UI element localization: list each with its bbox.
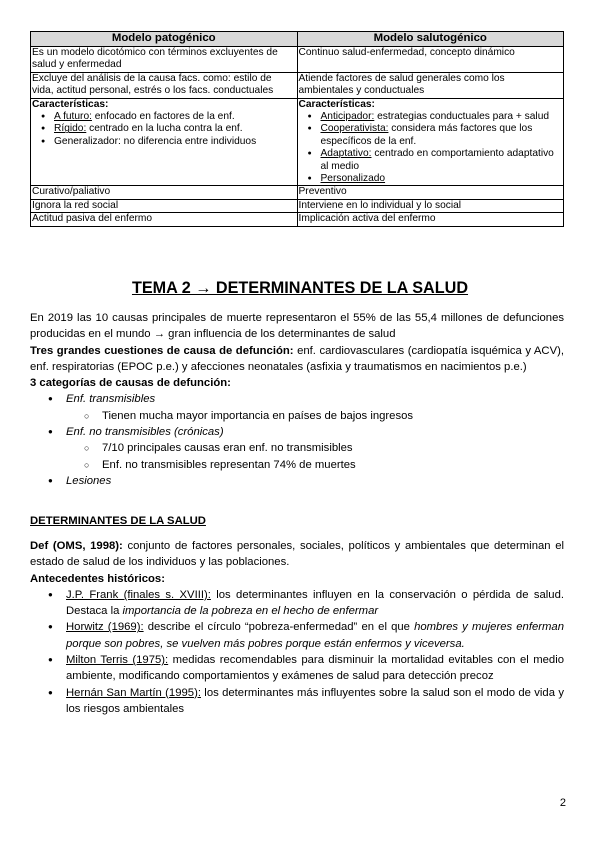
list-item: [321, 173, 563, 185]
char-desc: estrategias conductuales para + salud: [374, 111, 550, 123]
table-row: [31, 213, 564, 226]
table-row: [31, 199, 564, 212]
list-item: ○ 7/10 principales causas eran enf. no transmisibles: [102, 440, 564, 456]
antecedent-author: J.P. Frank (finales s. XVIII):: [66, 588, 211, 601]
char-term: Rígido:: [54, 123, 87, 135]
antecedent-italic: hombres y mujeres enferman porque son pobres, se vuelven más pobres porque están enfermos y viceversa.: [66, 621, 564, 650]
sublist: [66, 408, 564, 424]
antecedent-author: Hernán San Martín (1995):: [66, 686, 201, 699]
page-title: TEMA 2 → DETERMINANTES DE LA SALUD: [131, 279, 469, 297]
char-term: Anticipador:: [320, 111, 375, 123]
table-cell: Interviene en lo individual y lo social: [297, 199, 564, 212]
antecedents-heading-text: Antecedentes históricos:: [30, 572, 165, 585]
list-item: [321, 148, 563, 173]
antecedents-heading: [30, 571, 564, 587]
list-item: [54, 111, 296, 123]
table-cell: Actitud pasiva del enfermo: [31, 213, 298, 226]
char-desc: centrado en comportamiento adaptativo al medio: [320, 148, 554, 172]
comparison-table: [30, 31, 564, 227]
table-row: [31, 47, 564, 73]
list-item: [66, 587, 564, 620]
table-cell: Es un modelo dicotómico con términos excluyentes de salud y enfermedad: [31, 47, 298, 73]
categories-list: [30, 391, 564, 489]
page-number: 2: [559, 797, 566, 809]
list-item: [66, 685, 564, 718]
table-cell: Implicación activa del enfermo: [297, 213, 564, 226]
pathogenic-characteristics-list: [32, 111, 296, 148]
list-item: [54, 136, 296, 148]
antecedent-text: los determinantes más influyentes sobre la salud son el modo de vida y los riesgos ambientales: [66, 686, 564, 715]
header-salutogenic: Modelo salutogénico: [297, 32, 564, 47]
list-item: [321, 111, 563, 123]
list-item: [321, 123, 563, 148]
causes-text: enf. cardiovasculares (cardiopatía isquémica y ACV), enf. respiratorias (EPOC p.e.) y afecciones neonatales (asfixia y traumatismos en nacimientos p.e.): [30, 344, 564, 373]
section-heading: DETERMINANTES DE LA SALUD: [30, 515, 206, 527]
char-term: Cooperativista:: [320, 123, 389, 135]
char-term: Adaptativo:: [320, 148, 372, 160]
characteristics-label: Características:: [32, 98, 109, 110]
categories-heading-text: 3 categorías de causas de defunción:: [30, 377, 231, 390]
section-heading-wrap: [30, 513, 564, 529]
list-item: ○ Enf. no transmisibles representan 74% de muertes: [102, 457, 564, 473]
list-item: [66, 473, 564, 489]
list-item: [54, 123, 296, 135]
antecedent-author: Horwitz (1969):: [66, 621, 144, 634]
char-desc: enfocado en factores de la enf.: [91, 111, 235, 123]
table-row: [31, 186, 564, 199]
definition-label: Def (OMS, 1998):: [30, 540, 123, 552]
table-row: [31, 72, 564, 98]
table-row: [31, 98, 564, 186]
category-label: Enf. no transmisibles (crónicas): [66, 426, 224, 439]
causes-paragraph: [30, 343, 564, 376]
category-label: Lesiones: [66, 474, 112, 487]
definition-text: conjunto de factores personales, sociales, políticos y ambientales que determinan el estado de salud de los individuos y las poblaciones.: [30, 540, 564, 569]
table-cell: Ignora la red social: [31, 199, 298, 212]
list-item: [66, 391, 564, 424]
table-cell: Preventivo: [297, 186, 564, 199]
antecedent-text: medidas recomendables para disminuir la mortalidad evitables con el medio ambiente, modificando comportamientos y exámenes de salud para detección precoz: [66, 654, 564, 683]
body-section-causes: [30, 310, 564, 489]
char-desc: centrado en la lucha contra la enf.: [86, 123, 243, 135]
table-cell: Excluye del análisis de la causa facs. como: estilo de vida, actitud personal, estrés o los facs. conductuales: [31, 72, 298, 98]
table-cell-pathogenic-characteristics: [31, 98, 298, 186]
table-cell-salutogenic-characteristics: [297, 98, 564, 186]
list-item: [66, 619, 564, 652]
salutogenic-characteristics-list: [299, 111, 563, 185]
list-item: ○ Tienen mucha mayor importancia en países de bajos ingresos: [102, 408, 564, 424]
list-item: [66, 652, 564, 685]
char-desc: considera más factores que los específicos de la enf.: [320, 123, 533, 147]
sublist: [66, 440, 564, 473]
category-label: Enf. transmisibles: [66, 393, 156, 406]
categories-heading: [30, 375, 564, 391]
body-section-determinants: [30, 538, 564, 717]
char-desc: Generalizador: no diferencia entre individuos: [54, 135, 257, 147]
causes-label: Tres grandes cuestiones de causa de defunción:: [30, 344, 294, 357]
char-term: Personalizado: [320, 173, 386, 185]
antecedent-text: los determinantes influyen en la conservación o pérdida de salud. Destaca la: [66, 588, 564, 618]
table-cell: Continuo salud-enfermedad, concepto dinámico: [297, 47, 564, 73]
intro-paragraph: En 2019 las 10 causas principales de muerte representaron el 55% de las 55,4 millones de defunciones producidas en el mundo → gran influencia de los determinantes de salud: [30, 312, 564, 341]
definition-paragraph: [30, 538, 564, 571]
antecedent-text: describe el círculo “pobreza-enfermedad” en el que: [143, 621, 415, 634]
antecedents-list: [30, 587, 564, 717]
char-term: A futuro:: [54, 111, 92, 123]
table-cell: Atiende factores de salud generales como los ambientales y conductuales: [297, 72, 564, 98]
antecedent-author: Milton Terris (1975):: [66, 654, 169, 667]
antecedent-italic: importancia de la pobreza en el hecho de enfermar: [122, 605, 379, 618]
list-item: [66, 424, 564, 473]
characteristics-label: Características:: [298, 98, 375, 110]
header-pathogenic: Modelo patogénico: [31, 32, 298, 47]
table-header-row: [31, 32, 564, 47]
table-cell: Curativo/paliativo: [31, 186, 298, 199]
